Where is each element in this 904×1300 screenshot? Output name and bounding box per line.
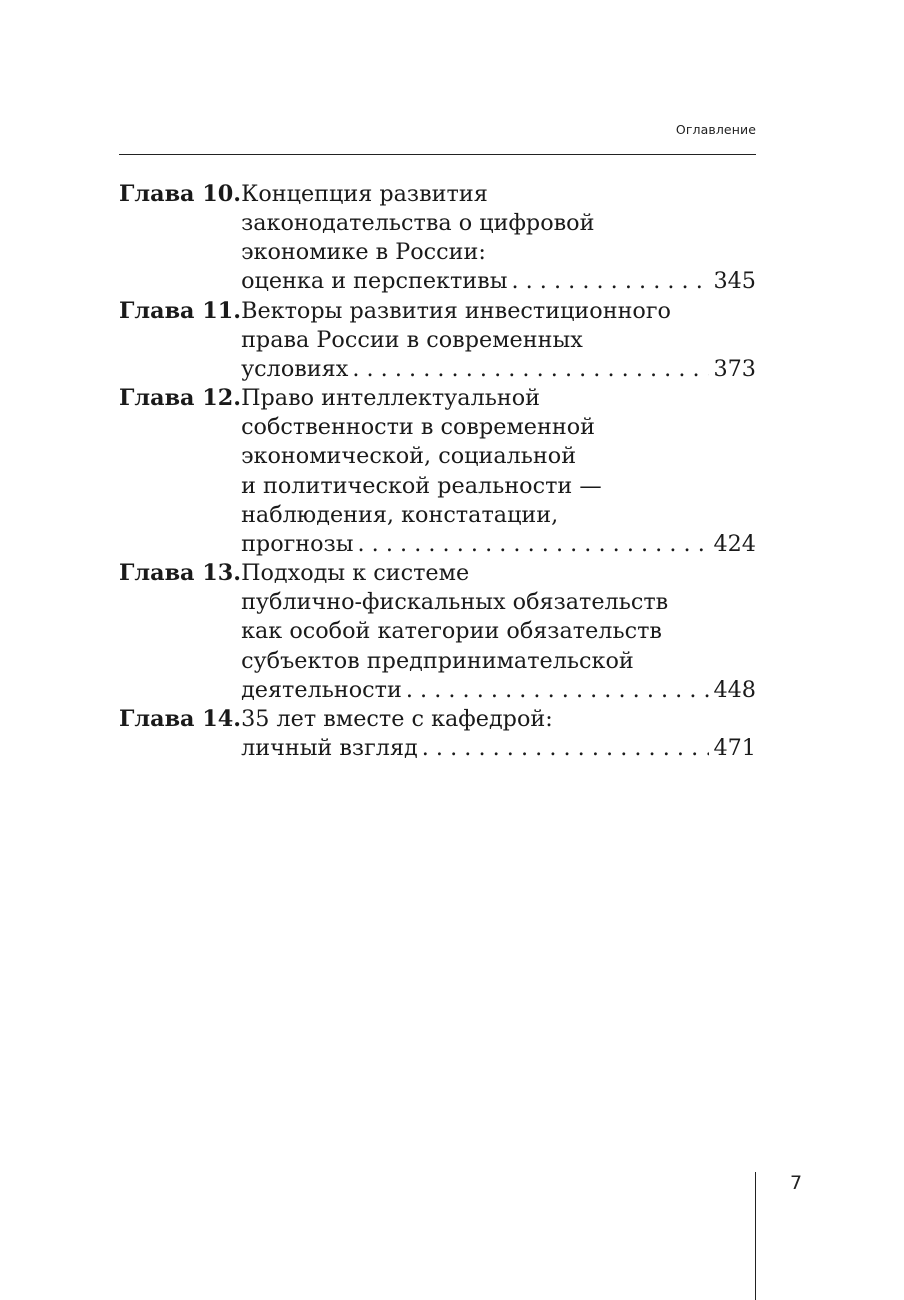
folio-page-number: 7 [790,1172,803,1194]
chapter-title [241,705,756,763]
page-number: 448 [713,676,756,703]
title-line: и политической реальности — [241,472,602,499]
folio-rule [755,1172,756,1300]
toc-entry-chapter-11[interactable] [119,297,756,384]
chapter-title [241,180,756,297]
header-rule [119,154,756,155]
title-line: Концепция развития [241,181,488,207]
table-of-contents [119,180,756,763]
title-line: законодательства о цифровой [241,210,595,237]
toc-entry-chapter-14[interactable] [119,705,756,763]
title-last-line [241,530,756,559]
chapter-label: Глава 12. [119,385,242,412]
title-line: публично-фискальных обязательств [241,589,669,616]
title-last-line [241,676,756,705]
dot-leader [507,267,709,296]
title-line: прогнозы [241,530,354,557]
title-last-line [241,267,756,296]
toc-entry-chapter-13[interactable] [119,559,756,705]
page-number: 471 [713,734,756,761]
chapter-label: Глава 10. [119,181,242,207]
title-line: условиях [241,355,349,382]
title-line: 35 лет вместе с кафедрой: [241,705,553,732]
title-line: права России в современных [241,326,583,353]
title-line: деятельности [241,676,402,703]
running-head: Оглавление [675,122,756,137]
chapter-label: Глава 11. [119,297,242,324]
title-line: собственности в современной [241,414,596,441]
title-line: наблюдения, констатации, [241,501,559,528]
chapter-label: Глава 14. [119,705,242,732]
chapter-title [241,384,756,559]
chapter-title [241,559,756,705]
title-line: Право интеллектуальной [241,385,541,412]
dot-leader [354,530,710,559]
title-line: экономике в России: [241,239,486,266]
title-last-line [241,734,756,763]
page-number: 424 [713,530,756,557]
title-line: экономической, социальной [241,443,577,470]
title-line: субъектов предпринимательской [241,647,634,674]
page-number: 373 [713,355,756,382]
dot-leader [418,734,710,763]
title-line: оценка и перспективы [241,268,508,295]
toc-entry-chapter-10[interactable] [119,180,756,297]
chapter-label: Глава 13. [119,560,242,587]
title-line: личный взгляд [241,734,418,761]
title-line: Векторы развития инвестиционного [241,297,671,324]
title-last-line [241,355,756,384]
dot-leader [348,355,709,384]
title-line: Подходы к системе [241,560,470,587]
dot-leader [402,676,710,705]
page-number: 345 [713,268,756,295]
title-line: как особой категории обязательств [241,618,662,645]
chapter-title [241,297,756,384]
toc-entry-chapter-12[interactable] [119,384,756,559]
